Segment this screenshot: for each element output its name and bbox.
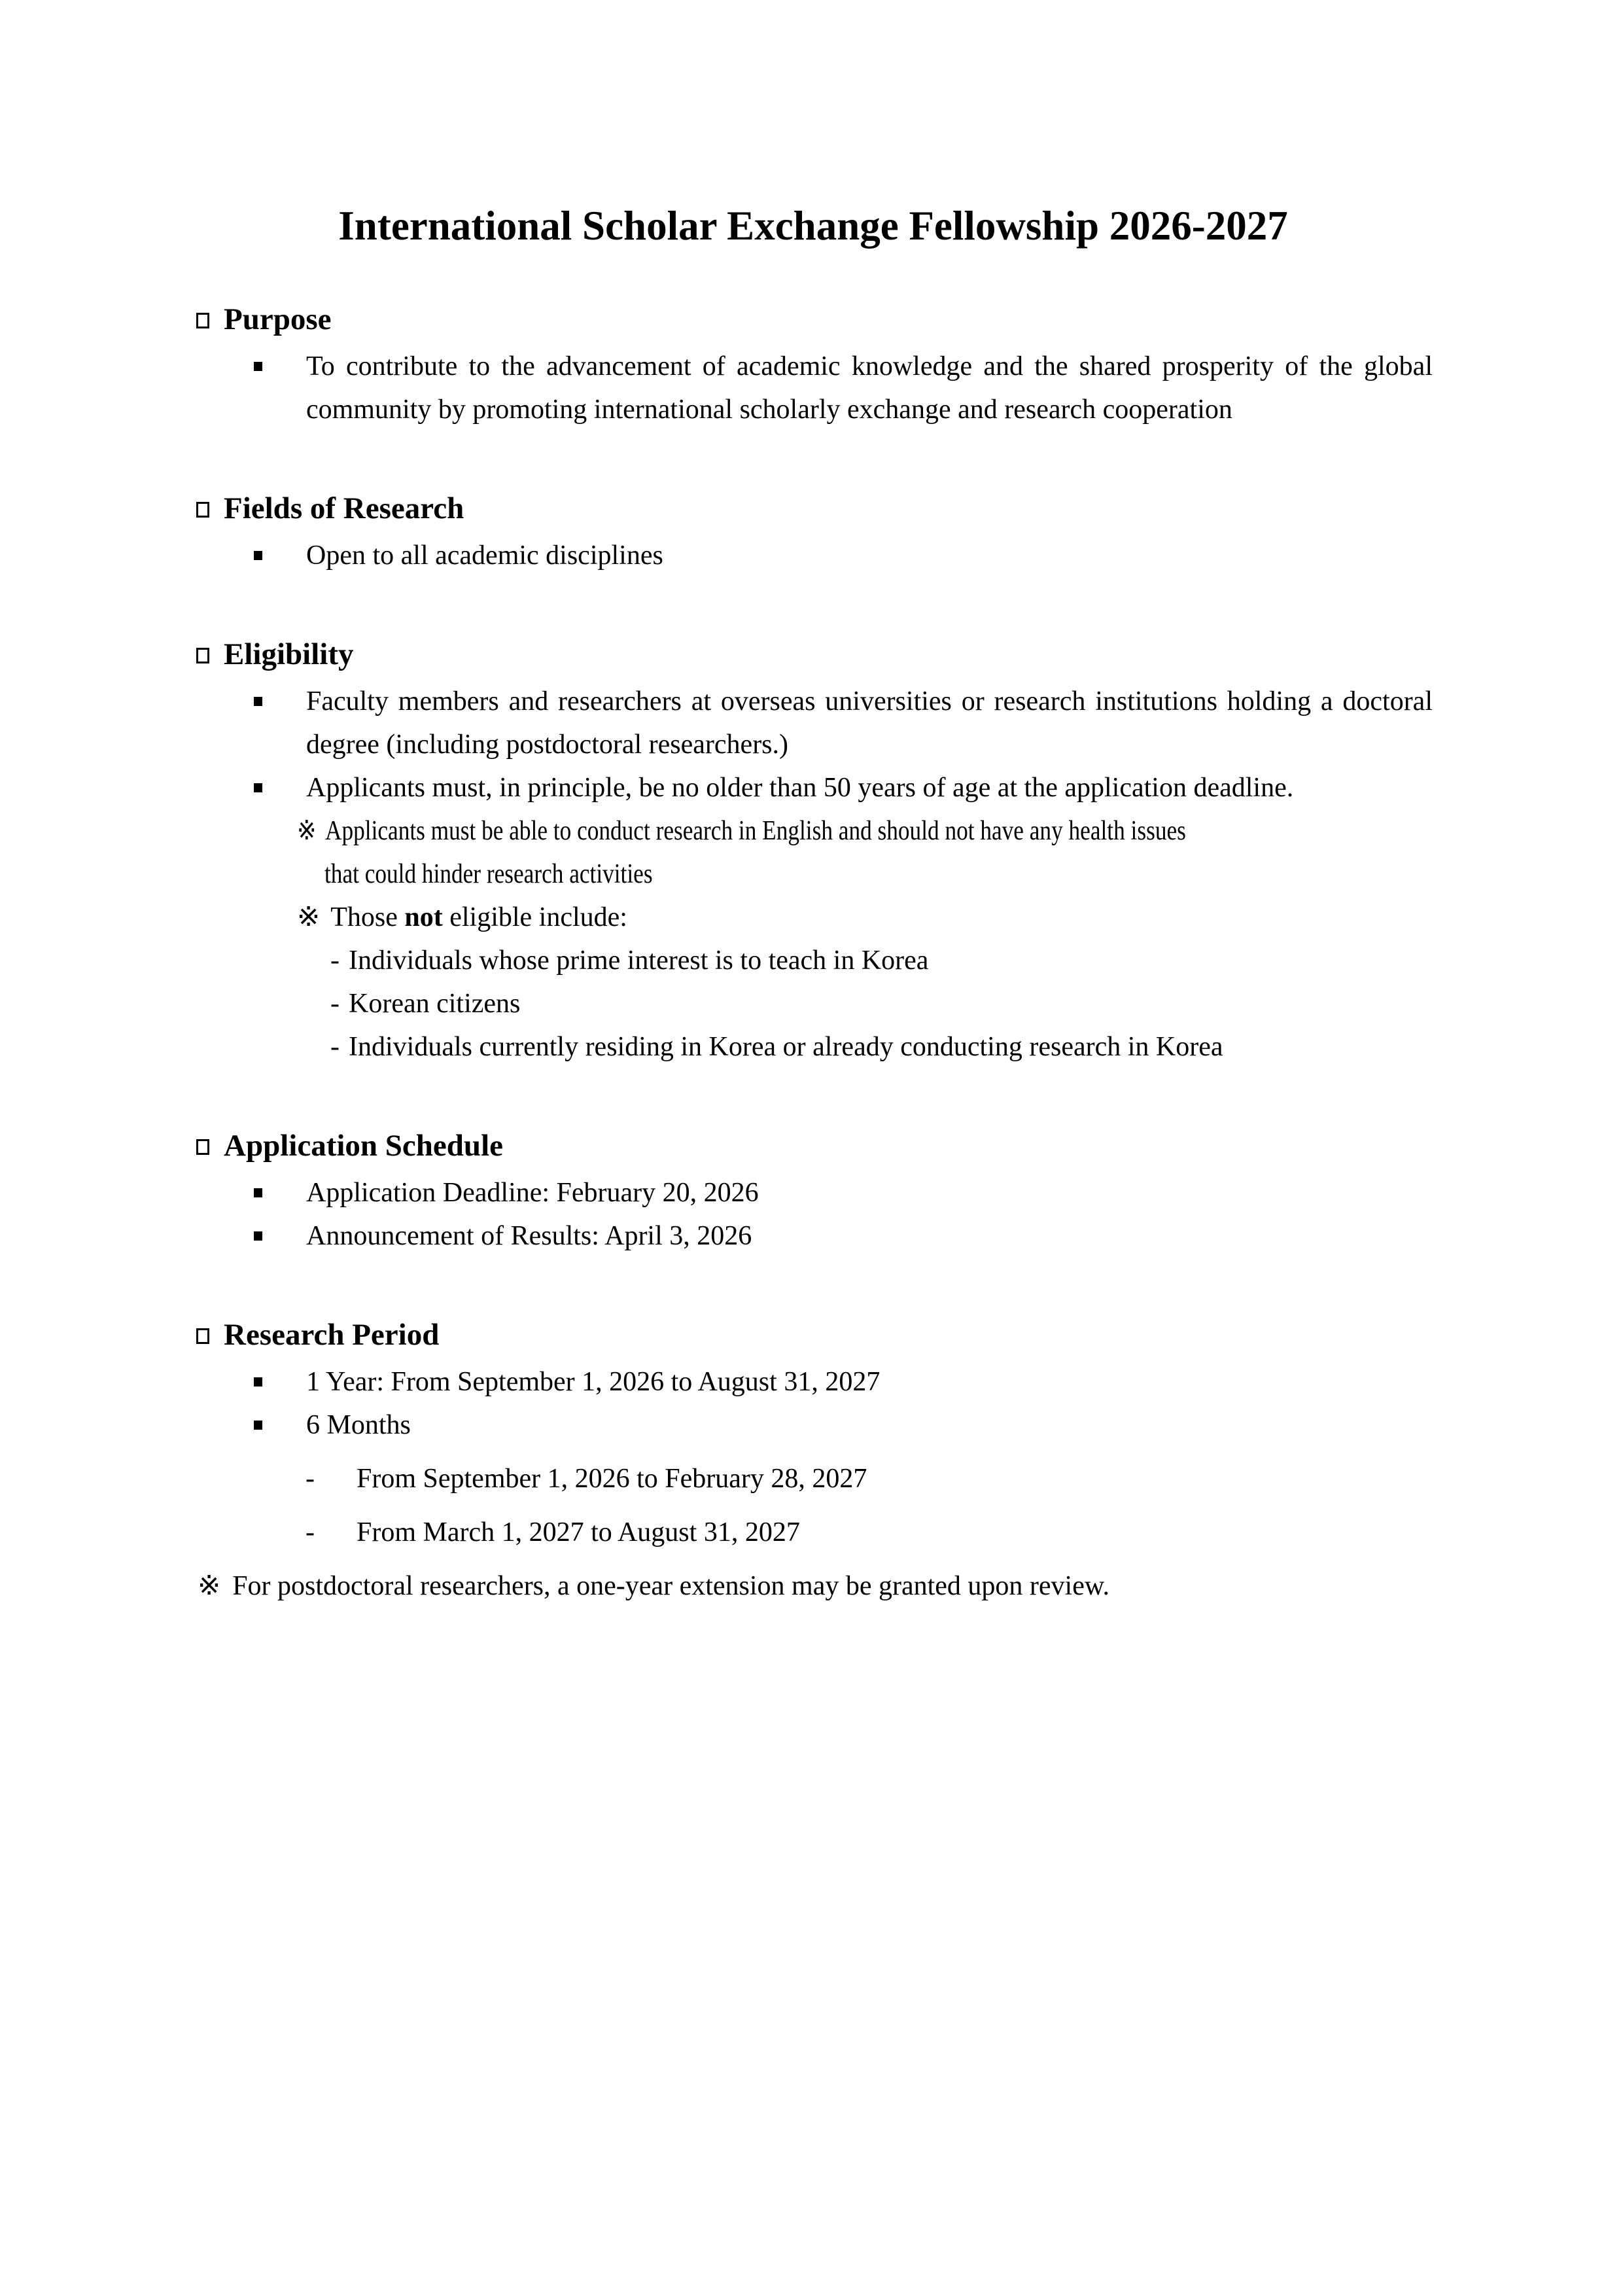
- bullet-item: [194, 766, 1433, 809]
- section-heading: Research Period: [224, 1318, 440, 1352]
- reference-mark-icon: ※: [198, 1571, 221, 1601]
- note-text: Those: [330, 902, 405, 932]
- excluded-item: [194, 939, 1433, 982]
- black-square-bullet-icon: [254, 1231, 262, 1241]
- black-square-bullet-icon: [254, 362, 262, 371]
- dash-marker-icon: -: [305, 1464, 315, 1494]
- note-line: [297, 809, 1432, 853]
- black-square-bullet-icon: [254, 1188, 262, 1197]
- sub-period-text: From September 1, 2026 to February 28, 2027: [357, 1464, 867, 1494]
- bullet-item: [194, 1214, 1433, 1258]
- bullet-item-text: Announcement of Results: April 3, 2026: [306, 1221, 752, 1251]
- condensed-note: [297, 809, 1432, 896]
- dash-marker-icon: -: [330, 1032, 340, 1062]
- bullet-item: [194, 1171, 1433, 1214]
- bullet-item-text: 1 Year: From September 1, 2026 to August 31, 2027: [306, 1367, 881, 1397]
- bullet-item: [194, 680, 1433, 766]
- note-item: [194, 809, 1433, 896]
- dash-marker-icon: -: [330, 945, 340, 976]
- white-square-box-icon: [196, 313, 209, 328]
- bullet-item: [194, 345, 1433, 431]
- sub-period-text: From March 1, 2027 to August 31, 2027: [357, 1517, 800, 1547]
- white-square-box-icon: [196, 1328, 209, 1344]
- bullet-item: [194, 534, 1433, 577]
- page-title: International Scholar Exchange Fellowship 2026-2027: [338, 203, 1288, 249]
- bullet-item-text: To contribute to the advancement of academic knowledge and the shared prosperity of the global community by promoting international scholarly exchange and research cooperation: [306, 351, 1433, 425]
- section-heading: Fields of Research: [224, 491, 464, 525]
- bullet-item: [194, 1404, 1433, 1447]
- note-item: [194, 896, 1433, 939]
- black-square-bullet-icon: [254, 697, 262, 706]
- bullet-item-text: Open to all academic disciplines: [306, 540, 663, 571]
- note-line: that could hinder research activities: [324, 859, 653, 889]
- bullet-item-text: Applicants must, in principle, be no older than 50 years of age at the application deadline.: [306, 773, 1294, 803]
- bullet-item-text: Faculty members and researchers at overseas universities or research institutions holding a doctoral degree (including postdoctoral researchers.): [306, 686, 1433, 760]
- section-fields-of-research: [194, 487, 1433, 577]
- bullet-item-text: 6 Months: [306, 1410, 411, 1440]
- sub-period-item: [194, 1457, 1433, 1500]
- footnote: [194, 1564, 1433, 1608]
- excluded-item-text: Individuals currently residing in Korea or already conducting research in Korea: [349, 1032, 1223, 1062]
- section-heading: Application Schedule: [224, 1129, 503, 1163]
- note-text-bold: not: [404, 902, 443, 932]
- white-square-box-icon: [196, 648, 209, 663]
- black-square-bullet-icon: [254, 551, 262, 560]
- bullet-item: [194, 1360, 1433, 1404]
- black-square-bullet-icon: [254, 1377, 262, 1386]
- section-heading-row: [194, 1313, 1433, 1356]
- section-heading: Eligibility: [224, 637, 354, 671]
- footnote-text: For postdoctoral researchers, a one-year extension may be granted upon review.: [232, 1571, 1109, 1601]
- section-research-period: [194, 1313, 1433, 1608]
- note-text: Applicants must be able to conduct research in English and should not have any health issues: [325, 816, 1186, 846]
- section-heading: Purpose: [224, 302, 332, 336]
- reference-mark-icon: ※: [297, 816, 317, 846]
- section-purpose: [194, 298, 1433, 431]
- section-heading-row: [194, 1124, 1433, 1167]
- section-heading-row: [194, 633, 1433, 676]
- black-square-bullet-icon: [254, 1421, 262, 1430]
- bullet-item-text: Application Deadline: February 20, 2026: [306, 1178, 759, 1208]
- reference-mark-icon: ※: [297, 902, 321, 932]
- section-heading-row: [194, 298, 1433, 341]
- sub-period-item: [194, 1511, 1433, 1554]
- section-application-schedule: [194, 1124, 1433, 1258]
- excluded-item-text: Individuals whose prime interest is to teach in Korea: [349, 945, 929, 976]
- excluded-item: [194, 982, 1433, 1025]
- excluded-item: [194, 1025, 1433, 1069]
- white-square-box-icon: [196, 1139, 209, 1155]
- dash-marker-icon: -: [305, 1517, 315, 1547]
- dash-marker-icon: -: [330, 989, 340, 1019]
- white-square-box-icon: [196, 502, 209, 518]
- black-square-bullet-icon: [254, 783, 262, 792]
- section-heading-row: [194, 487, 1433, 530]
- note-text: eligible include:: [442, 902, 627, 932]
- section-eligibility: [194, 633, 1433, 1069]
- excluded-item-text: Korean citizens: [349, 989, 521, 1019]
